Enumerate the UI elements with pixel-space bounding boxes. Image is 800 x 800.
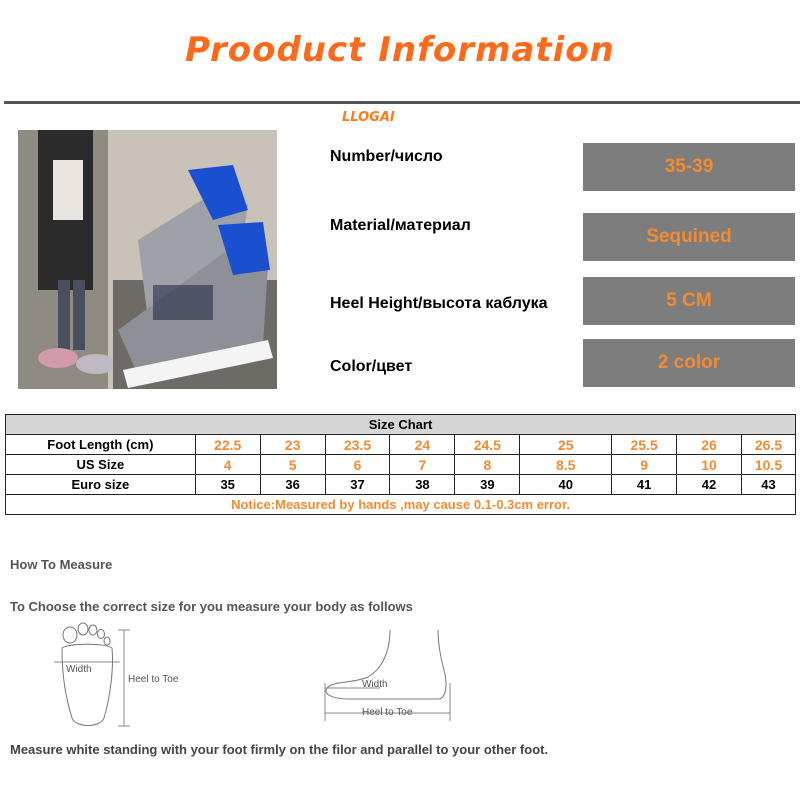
table-cell: 24.5 bbox=[455, 435, 520, 455]
product-photo bbox=[18, 130, 277, 389]
attr-number-label: Number/число bbox=[330, 148, 443, 165]
attr-color-value: 2 color bbox=[583, 339, 795, 387]
table-cell: 24 bbox=[390, 435, 455, 455]
table-cell: 22.5 bbox=[195, 435, 260, 455]
table-cell: 41 bbox=[612, 475, 677, 495]
table-row bbox=[6, 455, 796, 475]
table-cell: 36 bbox=[260, 475, 325, 495]
size-chart-table bbox=[5, 414, 796, 515]
table-cell: 39 bbox=[455, 475, 520, 495]
attr-number-value: 35-39 bbox=[583, 143, 795, 191]
attr-heel-height-label: Heel Height/высота каблука bbox=[330, 295, 548, 312]
table-cell: 37 bbox=[325, 475, 390, 495]
table-cell: 25 bbox=[520, 435, 612, 455]
measure-footer-note: Measure white standing with your foot firmly on the filor and parallel to your other foot. bbox=[10, 742, 549, 757]
table-cell: 35 bbox=[195, 475, 260, 495]
heel-to-toe-label: Heel to Toe bbox=[128, 674, 179, 685]
attr-color-label: Color/цвет bbox=[330, 358, 413, 375]
table-cell: 23 bbox=[260, 435, 325, 455]
table-cell: 5 bbox=[260, 455, 325, 475]
table-cell: 6 bbox=[325, 455, 390, 475]
table-row bbox=[6, 475, 796, 495]
measure-subheading: To Choose the correct size for you measure your body as follows bbox=[10, 599, 413, 614]
header-divider bbox=[4, 101, 800, 104]
table-row bbox=[6, 435, 796, 455]
table-cell: 23.5 bbox=[325, 435, 390, 455]
row-label-foot-length: Foot Length (cm) bbox=[6, 435, 196, 455]
attr-material-label: Material/материал bbox=[330, 217, 471, 234]
table-cell: 42 bbox=[677, 475, 742, 495]
table-cell: 25.5 bbox=[612, 435, 677, 455]
table-cell: 10 bbox=[677, 455, 742, 475]
table-cell: 40 bbox=[520, 475, 612, 495]
brand-logo-text: LLOGAI bbox=[342, 110, 395, 125]
table-cell: 38 bbox=[390, 475, 455, 495]
row-label-us-size: US Size bbox=[6, 455, 196, 475]
table-cell: 8.5 bbox=[520, 455, 612, 475]
attr-material-value: Sequined bbox=[583, 213, 795, 261]
table-cell: 8 bbox=[455, 455, 520, 475]
size-chart-title: Size Chart bbox=[6, 415, 796, 435]
row-label-euro-size: Euro size bbox=[6, 475, 196, 495]
table-cell: 26.5 bbox=[741, 435, 795, 455]
table-cell: 26 bbox=[677, 435, 742, 455]
table-cell: 7 bbox=[390, 455, 455, 475]
width-label: Width bbox=[66, 664, 92, 675]
side-heel-to-toe-label: Heel to Toe bbox=[362, 707, 413, 718]
table-cell: 43 bbox=[741, 475, 795, 495]
side-width-label: Width bbox=[362, 679, 388, 690]
table-cell: 4 bbox=[195, 455, 260, 475]
size-chart-notice: Notice:Measured by hands ,may cause 0.1-0.3cm error. bbox=[6, 495, 796, 515]
page-title: Prooduct Information bbox=[185, 30, 615, 70]
table-cell: 9 bbox=[612, 455, 677, 475]
measure-heading: How To Measure bbox=[10, 557, 113, 572]
table-cell: 10.5 bbox=[741, 455, 795, 475]
attr-heel-height-value: 5 CM bbox=[583, 277, 795, 325]
